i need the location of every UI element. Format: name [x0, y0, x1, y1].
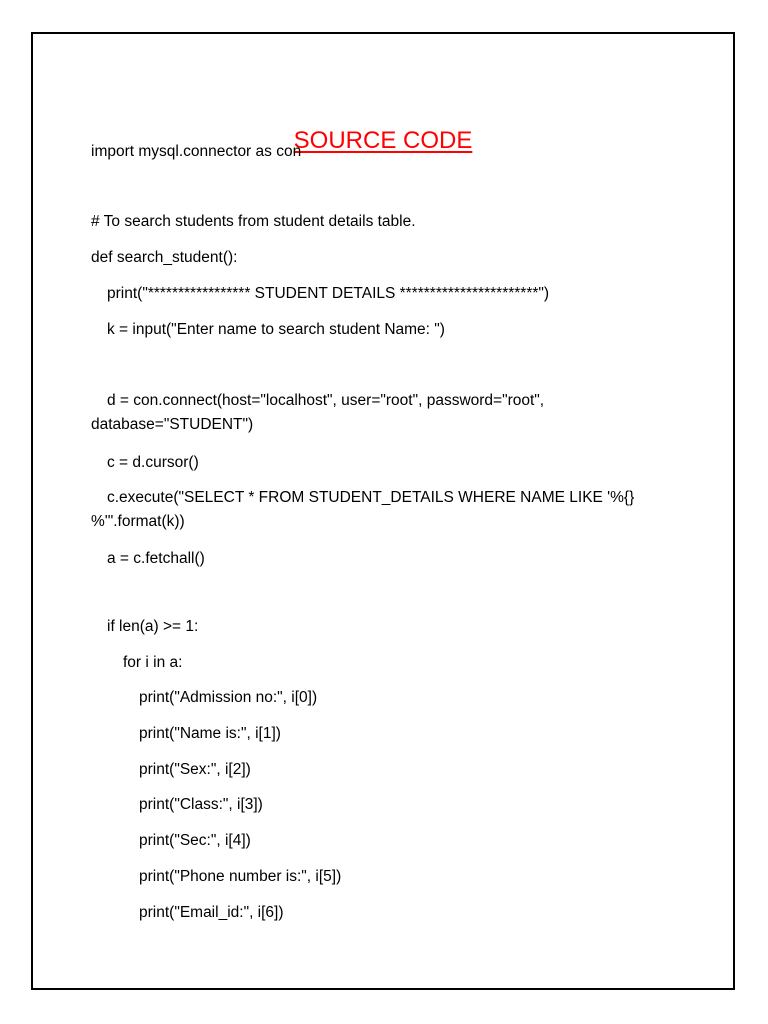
code-line-print-header: print("***************** STUDENT DETAILS ***********************")	[107, 285, 550, 302]
code-line-print-sex: print("Sex:", i[2])	[139, 761, 251, 778]
page-title: SOURCE CODE	[293, 127, 473, 154]
code-line-execute: c.execute("SELECT * FROM STUDENT_DETAILS WHERE NAME LIKE '%{}	[107, 489, 635, 506]
code-line-input: k = input("Enter name to search student Name: ")	[107, 321, 445, 338]
code-line-connect: d = con.connect(host="localhost", user="root", password="root",	[107, 392, 545, 409]
code-line-print-phone: print("Phone number is:", i[5])	[139, 868, 342, 885]
document-page	[31, 32, 735, 990]
code-line-print-email: print("Email_id:", i[6])	[139, 904, 284, 921]
code-line-cursor: c = d.cursor()	[107, 454, 199, 471]
code-line-execute-cont: %'".format(k))	[91, 513, 185, 530]
code-line-print-sec: print("Sec:", i[4])	[139, 832, 251, 849]
code-line-comment: # To search students from student details table.	[91, 213, 416, 230]
code-line-connect-cont: database="STUDENT")	[91, 416, 254, 433]
code-line-fetchall: a = c.fetchall()	[107, 550, 205, 567]
code-line-print-class: print("Class:", i[3])	[139, 796, 263, 813]
code-line-if: if len(a) >= 1:	[107, 618, 199, 635]
code-line-for: for i in a:	[123, 654, 183, 671]
code-line-import: import mysql.connector as con	[91, 143, 302, 160]
code-line-print-admission: print("Admission no:", i[0])	[139, 689, 318, 706]
code-line-def: def search_student():	[91, 249, 238, 266]
code-line-print-name: print("Name is:", i[1])	[139, 725, 281, 742]
